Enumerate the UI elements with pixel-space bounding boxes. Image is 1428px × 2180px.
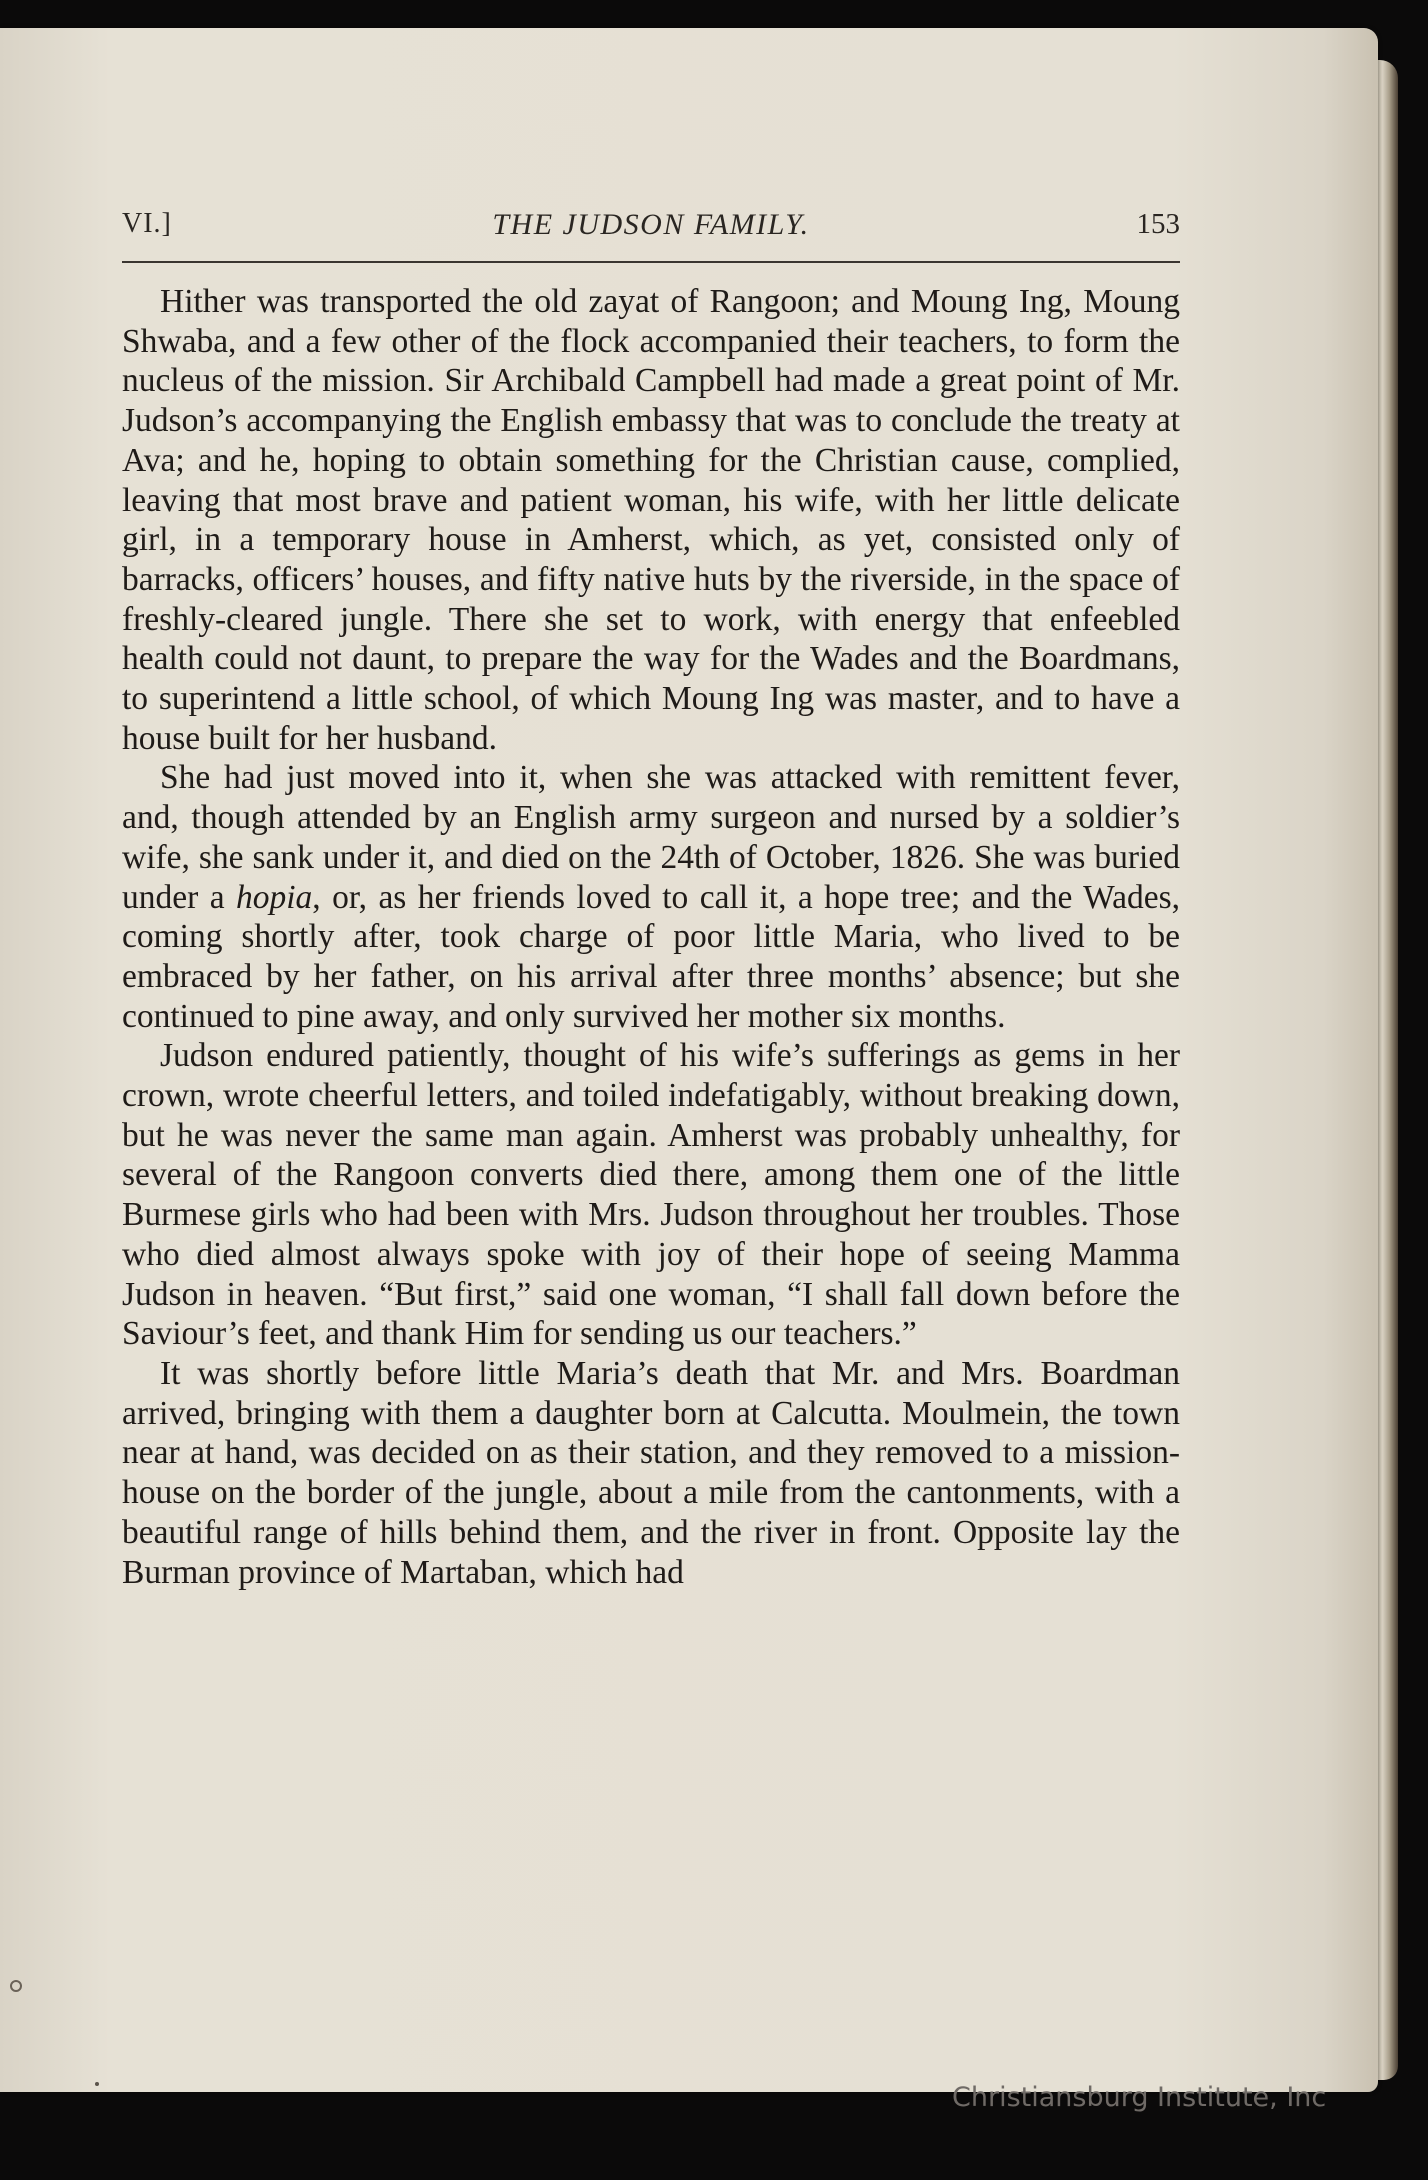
paragraph-2-text-after: , or, as her friends loved to call it, a hope tree; and the Wades, coming shortly after, took charge of poor little Maria, who lived to be embraced by her father, on his arrival after three months’ absence; but she continued to pine away, and only survived her mother six months. <box>122 878 1180 1035</box>
header-rule <box>122 261 1180 263</box>
paragraph-1-text: Hither was transported the old zayat of Rangoon; and Moung Ing, Moung Shwaba, and a few other of the flock accompanied their teachers, to form the nucleus of the mission. Sir Archibald Campbell had made a great point of Mr. Judson’s accompanying the English embassy that was to conclude the treaty at Ava; and he, hoping to obtain something for the Christian cause, complied, leaving that most brave and patient woman, his wife, with her little delicate girl, in a temporary house in Amherst, which, as yet, consisted only of barracks, officers’ houses, and fifty native huts by the riverside, in the space of freshly-cleared jungle. There she set to work, with energy that enfeebled health could not daunt, to prepare the way for the Wades and the Boardmans, to superintend a little school, of which Moung Ing was master, and to have a house built for her husband. <box>122 283 1180 757</box>
paragraph-4-text: It was shortly before little Maria’s death that Mr. and Mrs. Boardman arrived, bringing with them a daughter born at Calcutta. Moulmein, the town near at hand, was decided on as their station, and they removed to a mission-house on the border of the jungle, about a mile from the cantonments, with a beautiful range of hills behind them, and the river in front. Opposite lay the Burman province of Martaban, which had <box>122 1354 1180 1591</box>
running-head <box>122 208 1180 252</box>
page-edge <box>1376 60 1398 2080</box>
paragraph-2-text-before: She had just moved into it, when she was attacked with remittent fever, and, though attended by an English army surgeon and nursed by a soldier’s wife, she sank under it, and died on the 24th of October, 1826. She was buried under a <box>122 759 1180 916</box>
paragraph-2 <box>122 758 1180 1036</box>
watermark: Christiansburg Institute, Inc <box>952 2082 1327 2113</box>
paper-speck <box>95 2082 99 2086</box>
paper-speck <box>10 1980 22 1992</box>
running-title: THE JUDSON FAMILY. <box>492 208 810 241</box>
paragraph-1 <box>122 282 1180 758</box>
page-number: 153 <box>1136 208 1180 240</box>
paragraph-3 <box>122 1036 1180 1354</box>
paragraph-4 <box>122 1354 1180 1592</box>
paragraph-3-text: Judson endured patiently, thought of his wife’s sufferings as gems in her crown, wrote cheerful letters, and toiled indefatigably, without breaking down, but he was never the same man again. Amherst was probably unhealthy, for several of the Rangoon converts died there, among them one of the little Burmese girls who had been with Mrs. Judson throughout her troubles. Those who died almost always spoke with joy of their hope of seeing Mamma Judson in heaven. “But first,” said one woman, “I shall fall down before the Saviour’s feet, and thank Him for sending us our teachers.” <box>122 1037 1180 1353</box>
paragraph-2-italic-word: hopia <box>235 878 313 916</box>
body-text <box>122 282 1180 1592</box>
chapter-marker: VI.] <box>122 208 172 239</box>
